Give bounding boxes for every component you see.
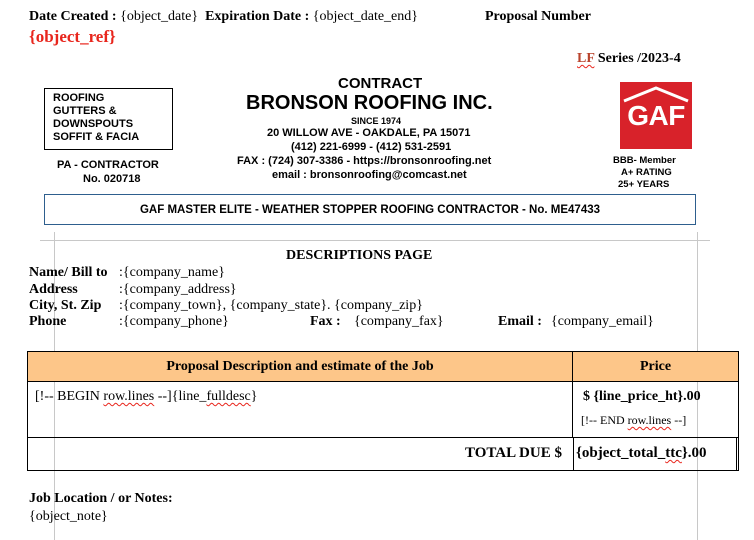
row-begin-end: } <box>250 389 258 404</box>
expiration-label: Expiration Date : <box>205 9 310 24</box>
total-value-cell <box>573 438 737 471</box>
email-value: {company_email} <box>551 314 654 329</box>
row-end-suffix: --] <box>671 413 687 427</box>
services-box <box>44 88 173 150</box>
master-elite-text: GAF MASTER ELITE - WEATHER STOPPER ROOFING CONTRACTOR - No. ME47433 <box>139 203 601 216</box>
name-label: Name/ Bill to <box>29 265 108 280</box>
row-begin-prefix: [!-- BEGIN <box>35 389 104 404</box>
contract-title: CONTRACT <box>338 75 423 92</box>
gaf-logo-text: GAF <box>627 100 685 131</box>
bbb-line-3: 25+ YEARS <box>618 179 670 190</box>
table-header-price <box>573 351 739 382</box>
total-label: TOTAL DUE $ <box>465 445 562 461</box>
date-created-label: Date Created : <box>29 9 117 24</box>
series-label <box>577 51 681 67</box>
address-value: :{company_address} <box>119 282 237 297</box>
expiration-value: {object_date_end} <box>312 9 418 24</box>
descriptions-title: DESCRIPTIONS PAGE <box>286 248 433 263</box>
guide-line-top <box>40 240 710 241</box>
service-roofing: ROOFING <box>53 92 105 104</box>
total-value <box>576 445 707 462</box>
table-header-description-label: Proposal Description and estimate of the Job <box>166 358 434 374</box>
bbb-line-1: BBB- Member <box>613 155 676 166</box>
total-suffix: }.00 <box>681 445 707 461</box>
row-end-text <box>581 413 686 428</box>
notes-label: Job Location / or Notes: <box>29 491 173 506</box>
gaf-logo <box>620 82 692 149</box>
master-elite-banner <box>44 194 696 225</box>
total-word: ttc <box>665 445 682 461</box>
table-header-description <box>27 351 573 382</box>
row-begin-word: row.lines <box>103 389 155 404</box>
company-phones: (412) 221-6999 - (412) 531-2591 <box>291 141 452 153</box>
service-gutters: GUTTERS & <box>53 105 117 117</box>
date-created-row <box>29 9 418 25</box>
table-row-price <box>573 382 739 438</box>
license-line-1: PA - CONTRACTOR <box>57 159 159 171</box>
total-prefix: {object_total_ <box>576 445 666 461</box>
phone-value: :{company_phone} <box>119 314 229 329</box>
service-soffit: SOFFIT & FACIA <box>53 131 140 143</box>
bbb-line-2: A+ RATING <box>621 167 672 178</box>
series-text: Series /2023-4 <box>597 51 681 66</box>
company-address: 20 WILLOW AVE - OAKDALE, PA 15071 <box>267 127 471 139</box>
address-label: Address <box>29 282 78 297</box>
phone-label: Phone <box>29 314 67 329</box>
name-value: :{company_name} <box>119 265 225 280</box>
row-begin-text <box>35 389 258 405</box>
table-header-price-label: Price <box>639 358 672 374</box>
row-begin-word2: fulldesc <box>206 389 251 404</box>
date-created-value: {object_date} <box>120 9 199 24</box>
license-line-2: No. 020718 <box>83 173 141 185</box>
row-end-prefix: [!-- END <box>581 413 628 427</box>
company-email: email : bronsonroofing@comcast.net <box>272 169 467 181</box>
city-label: City, St. Zip <box>29 298 102 313</box>
object-ref: {object_ref} <box>29 27 116 46</box>
notes-value: {object_note} <box>29 509 108 524</box>
since-text: SINCE 1974 <box>351 116 402 126</box>
series-prefix: LF <box>577 51 595 66</box>
fax-value: {company_fax} <box>354 314 444 329</box>
table-row-description <box>27 382 573 438</box>
row-begin-mid: --]{line_ <box>154 389 207 404</box>
city-value: :{company_town}, {company_state}. {company_zip} <box>119 298 423 313</box>
fax-label: Fax : <box>310 314 341 329</box>
company-fax-web: FAX : (724) 307-3386 - https://bronsonroofing.net <box>237 155 492 167</box>
email-label: Email : <box>498 314 542 329</box>
price-value: $ {line_price_ht}.00 <box>583 389 701 404</box>
company-name: BRONSON ROOFING INC. <box>246 92 493 114</box>
row-end-word: row.lines <box>627 413 672 427</box>
proposal-number-label: Proposal Number <box>485 9 591 24</box>
service-downspouts: DOWNSPOUTS <box>53 118 134 130</box>
